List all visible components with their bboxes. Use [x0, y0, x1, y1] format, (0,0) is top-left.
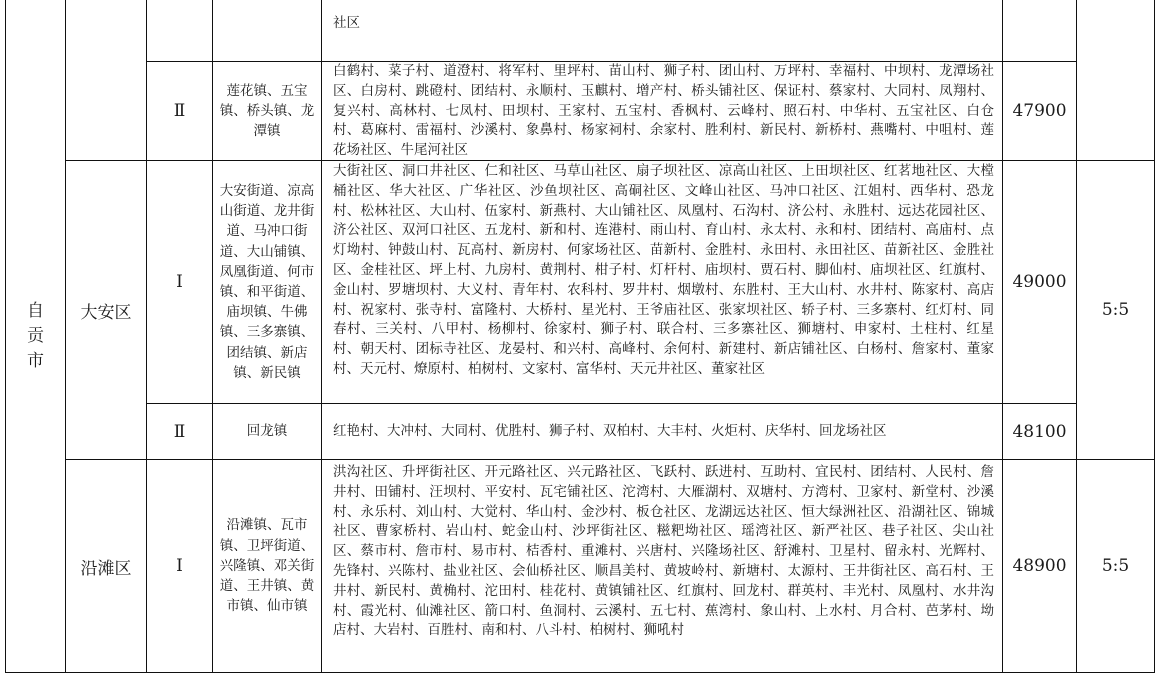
- district-name: 沿滩区: [80, 558, 132, 579]
- rule-col-7: [1154, 0, 1155, 673]
- ratio-value: 5:5: [1101, 300, 1130, 320]
- towns-text: 沿滩镇、瓦市镇、卫坪街道、兴隆镇、邓关街道、王井镇、黄市镇、仙市镇: [219, 517, 315, 615]
- price-cell-yantan-1: [1003, 460, 1076, 672]
- price-cell-row-2: [1003, 62, 1076, 160]
- price-value: 49000: [1012, 272, 1067, 292]
- towns-text: 莲花镇、五宝镇、桥头镇、龙潭镇: [219, 82, 315, 140]
- grade-label: Ⅱ: [173, 101, 186, 121]
- towns-text: 回龙镇: [246, 423, 288, 440]
- grade-cell-daan-1: [147, 161, 212, 403]
- towns-cell-yantan-1: [213, 460, 321, 672]
- villages-cell-yantan-1: [322, 463, 1002, 672]
- price-value: 48100: [1012, 421, 1067, 442]
- grade-label: Ⅰ: [176, 272, 183, 292]
- price-cell-daan-2: [1003, 404, 1076, 459]
- ratio-cell-daan: [1077, 161, 1154, 459]
- villages-cell-daan-2: [322, 404, 1002, 459]
- villages-text: 红艳村、大冲村、大同村、优胜村、狮子村、双柏村、大丰村、火炬村、庆华村、回龙场社区: [333, 422, 887, 439]
- price-cell-daan-1: [1003, 161, 1076, 403]
- towns-cell-row-2: [213, 62, 321, 160]
- district-cell-daan: [66, 161, 146, 459]
- grade-cell-yantan-1: [147, 460, 212, 672]
- grade-label: Ⅰ: [176, 556, 183, 576]
- villages-text: 大街社区、洞口井社区、仁和社区、马草山社区、扇子坝社区、凉高山社区、上田坝社区、红茗地社区、大樘桶社区、华大社区、广华社区、沙鱼坝社区、高硐社区、文峰山社区、马冲口社区、江姐村、西华村、恐龙村、松林社区、大山村、伍家村、新燕村、大山铺社区、凤凰村、石沟村、济公村、永胜村、远达花园社区、济公社区、双河口社区、五龙村、新和村、连港村、雨山村、育山村、永太村、永和村、团结村、高庙村、点灯坳村、钟鼓山村、瓦高村、新房村、何家场社区、苗新村、金胜村、永田村、永田社区、苗新社区、金胜社区、金桂社区、坪上村、九房村、黄荆村、柑子村、灯杆村、庙坝村、贾石村、脚仙村、庙坝社区、红旗村、金山村、罗塘坝村、大义村、青年村、农科村、罗井村、烟墩村、东胜村、王大山村、水井村、陈家村、高店村、祝家村、张寺村、富隆村、大桥村、星光村、王爷庙社区、张家坝社区、轿子村、三多寨村、红灯村、同春村、三关村、八甲村、杨柳村、徐家村、狮子村、联合村、三多寨社区、狮塘村、申家村、土柱村、红星村、朝天村、团标寺社区、龙晏村、和兴村、高峰村、余何村、新建村、新店铺社区、白杨村、詹家村、董家村、天元村、燎原村、柏树村、文家村、富华村、天元井社区、董家社区: [333, 163, 994, 377]
- villages-cell-row-1: [322, 14, 1002, 61]
- towns-cell-daan-2: [213, 404, 321, 459]
- villages-text: 白鹤村、菜子村、道澄村、将军村、里坪村、苗山村、狮子村、团山村、万坪村、幸福村、中坝村、龙潭场社区、白房村、跳磴村、团结村、永顺村、玉麒村、增产村、桥头铺社区、保证村、蔡家村、大同村、凤翔村、复兴村、高林村、七凤村、田坝村、王家村、五宝村、香枫村、云峰村、照石村、中华村、五宝社区、白仓村、葛麻村、雷福村、沙溪村、象鼻村、杨家祠村、余家村、胜利村、新民村、新桥村、燕嘴村、中咀村、莲花场社区、牛尾河社区: [333, 63, 994, 159]
- towns-cell-daan-1: [213, 161, 321, 403]
- ratio-cell-yantan: [1077, 460, 1154, 672]
- district-name: 大安区: [80, 302, 132, 323]
- villages-text: 社区: [333, 15, 360, 31]
- villages-cell-row-2: [322, 62, 1002, 160]
- towns-text: 大安街道、凉高山街道、龙井街道、马冲口街道、大山铺镇、凤凰街道、何市镇、和平街道、庙坝镇、牛佛镇、三多寨镇、团结镇、新店镇、新民镇: [219, 182, 315, 381]
- grade-cell-row-2: [147, 62, 212, 160]
- villages-cell-daan-1: [322, 162, 1002, 403]
- price-value: 48900: [1012, 556, 1067, 576]
- rule-table-bottom: [5, 672, 1154, 673]
- district-cell-yantan: [66, 460, 146, 672]
- city-cell: [6, 0, 65, 672]
- villages-text: 洪沟社区、升坪街社区、开元路社区、兴元路社区、飞跃村、跃进村、互助村、宜民村、团结村、人民村、詹井村、田铺村、汪坝村、平安村、瓦宅铺社区、沱湾村、大雁湖村、双塘村、方湾村、卫家村、新堂村、沙溪村、永乐村、刘山村、大觉村、华山村、金沙村、板仓社区、龙湖远达社区、恒大绿洲社区、沿湖社区、锦城社区、曹家桥村、岩山村、蛇金山村、沙坪街社区、糍粑坳社区、瑶湾社区、新严社区、巷子社区、尖山社区、蔡市村、詹市村、易市村、桔香村、重滩村、兴唐村、兴隆场社区、舒滩村、卫星村、留永村、光辉村、先锋村、兴陈村、盐业社区、会仙桥社区、顺昌美村、黄坡岭村、新塘村、太源村、王井街社区、高石村、王井村、新民村、黄桷村、沱田村、桂花村、黄镇铺社区、红旗村、回龙村、群英村、丰光村、凤凰村、水井沟村、霞光村、仙滩社区、箭口村、鱼洞村、云溪村、五七村、蕉湾村、象山村、上水村、月合村、芭茅村、坳店村、大岩村、百胜村、南和村、八斗村、柏树村、狮吼村: [333, 464, 994, 639]
- grade-label: Ⅱ: [173, 421, 186, 442]
- ratio-value: 5:5: [1101, 556, 1130, 576]
- price-value: 47900: [1012, 101, 1067, 121]
- grade-cell-daan-2: [147, 404, 212, 459]
- city-name: 自贡市: [27, 300, 44, 371]
